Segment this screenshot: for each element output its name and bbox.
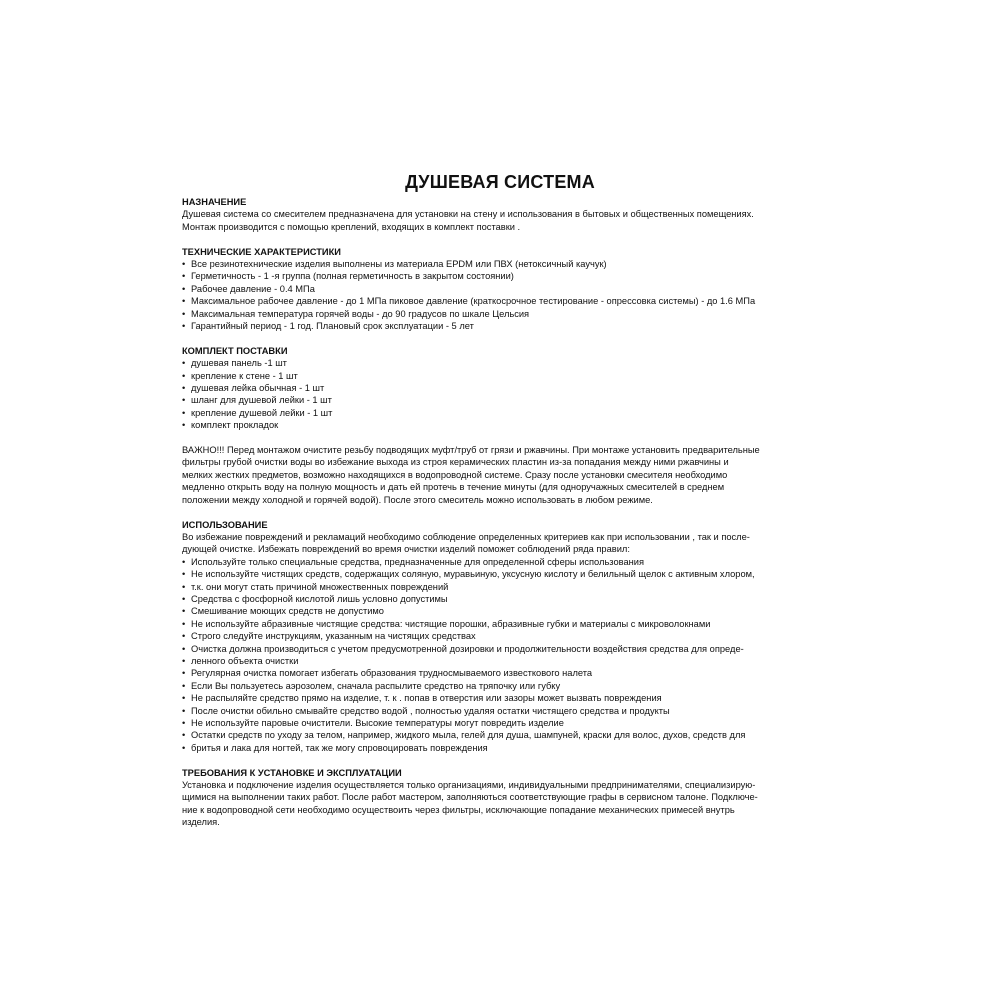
list-item: • Остатки средств по уходу за телом, например, жидкого мыла, гелей для душа, шампуней, краски для волос, духов, средств для [182, 729, 822, 741]
list-item: • Не используйте паровые очистители. Высокие температуры могут повредить изделие [182, 717, 822, 729]
list-item: • Очистка должна производиться с учетом предусмотренной дозировки и продолжительности воздействия средства для опреде- [182, 643, 822, 655]
package-list [182, 357, 822, 431]
list-item: • комплект прокладок [182, 419, 822, 431]
section-installation [182, 767, 822, 829]
list-item: • Рабочее давление - 0.4 МПа [182, 283, 822, 295]
text-line: медленно открыть воду на полную мощность и дать ей протечь в течение минуты (для одноручажных смесителей в среднем [182, 482, 725, 493]
list-item: • Не распыляйте средство прямо на изделие, т. к . попав в отверстия или зазоры может вызвать повреждения [182, 692, 822, 704]
section-heading: НАЗНАЧЕНИЕ [182, 197, 247, 207]
text-line: Установка и подключение изделия осуществляется только организациями, индивидуальными предпринимателями, специализирую- [182, 780, 756, 791]
list-item: • Максимальное рабочее давление - до 1 МПа пиковое давление (краткосрочное тестирование - опрессовка системы) - до 1.6 МПа [182, 295, 822, 307]
list-item: • Если Вы пользуетесь аэрозолем, сначала распылите средство на тряпочку или губку [182, 680, 822, 692]
list-item: • Смешивание моющих средств не допустимо [182, 605, 822, 617]
specs-list [182, 258, 822, 332]
usage-list [182, 556, 822, 755]
list-item: • ленного объекта очистки [182, 655, 822, 667]
text-line: положении между холодной и горячей водой). После этого смеситель можно использовать в любом режиме. [182, 494, 653, 505]
list-item: • крепление душевой лейки - 1 шт [182, 407, 822, 419]
text-line: фильтры грубой очистки воды во избежание выхода из строя керамических пластин из-за попадания между ними ржавчины и [182, 457, 729, 468]
list-item: • Регулярная очистка помогает избегать образования трудносмываемого известкового налета [182, 667, 822, 679]
list-item: • После очистки обильно смывайте средство водой , полностью удаляя остатки чистящего средства и продукты [182, 705, 822, 717]
list-item: • Средства с фосфорной кислотой лишь условно допустимы [182, 593, 822, 605]
text-line: Душевая система со смесителем предназначена для установки на стену и использования в бытовых и общественных помещениях. [182, 209, 754, 220]
list-item: • Максимальная температура горячей воды - до 90 градусов по шкале Цельсия [182, 308, 822, 320]
section-heading: ТЕХНИЧЕСКИЕ ХАРАКТЕРИСТИКИ [182, 246, 341, 257]
list-item: • Не используйте чистящих средств, содержащих соляную, муравьиную, уксусную кислоту и белильный щелок с активным хлором, [182, 568, 822, 580]
section-important [182, 444, 822, 506]
document-title: ДУШЕВАЯ СИСТЕМА [405, 172, 595, 192]
section-heading: КОМПЛЕКТ ПОСТАВКИ [182, 345, 288, 356]
list-item: • Гарантийный период - 1 год. Плановый срок эксплуатации - 5 лет [182, 320, 822, 332]
list-item: • Герметичность - 1 -я группа (полная герметичность в закрытом состоянии) [182, 270, 822, 282]
text-line: изделия. [182, 817, 220, 828]
list-item: • Не используйте абразивные чистящие средства: чистящие порошки, абразивные губки и материалы с микроволокнами [182, 618, 822, 630]
text-line: щимися на выполнении таких работ. После работ мастером, заполняються соответствующие графы в сервисном талоне. Подключе- [182, 792, 758, 803]
section-specs [182, 246, 822, 333]
section-purpose [182, 196, 822, 233]
list-item: • душевая лейка обычная - 1 шт [182, 382, 822, 394]
text-line: мелких жестких предметов, возможно находящихся в водопроводной системе. Сразу после установки смесителя необходимо [182, 469, 728, 480]
document-body [182, 196, 822, 841]
list-item: • Используйте только специальные средства, предназначенные для определенной сферы использования [182, 556, 822, 568]
list-item: • шланг для душевой лейки - 1 шт [182, 394, 822, 406]
list-item: • душевая панель -1 шт [182, 357, 822, 369]
text-line: дующей очистке. Избежать повреждений во время очистки изделий поможет соблюдений ряда правил: [182, 544, 630, 555]
list-item: • крепление к стене - 1 шт [182, 370, 822, 382]
section-heading: ИСПОЛЬЗОВАНИЕ [182, 519, 268, 530]
list-item: • т.к. они могут стать причиной множественных повреждений [182, 581, 822, 593]
section-usage [182, 519, 822, 755]
section-heading: ТРЕБОВАНИЯ К УСТАНОВКЕ И ЭКСПЛУАТАЦИИ [182, 767, 402, 778]
text-line: ВАЖНО!!! Перед монтажом очистите резьбу подводящих муфт/труб от грязи и ржавчины. При монтаже установить предварительные [182, 445, 760, 456]
text-line: Во избежание повреждений и рекламаций необходимо соблюдение определенных критериев как при использовании , так и после- [182, 531, 750, 542]
section-package [182, 345, 822, 432]
list-item: • Все резинотехнические изделия выполнены из материала EPDM или ПВХ (нетоксичный каучук) [182, 258, 822, 270]
text-line: ние к водопроводной сети необходимо осуществоить через фильтры, исключающие попадание механических примесей внутрь [182, 804, 735, 815]
list-item: • бритья и лака для ногтей, так же могу спровоцировать повреждения [182, 742, 822, 754]
text-line: Монтаж производится с помощью креплений, входящих в комплект поставки . [182, 221, 521, 232]
list-item: • Строго следуйте инструкциям, указанным на чистящих средствах [182, 630, 822, 642]
